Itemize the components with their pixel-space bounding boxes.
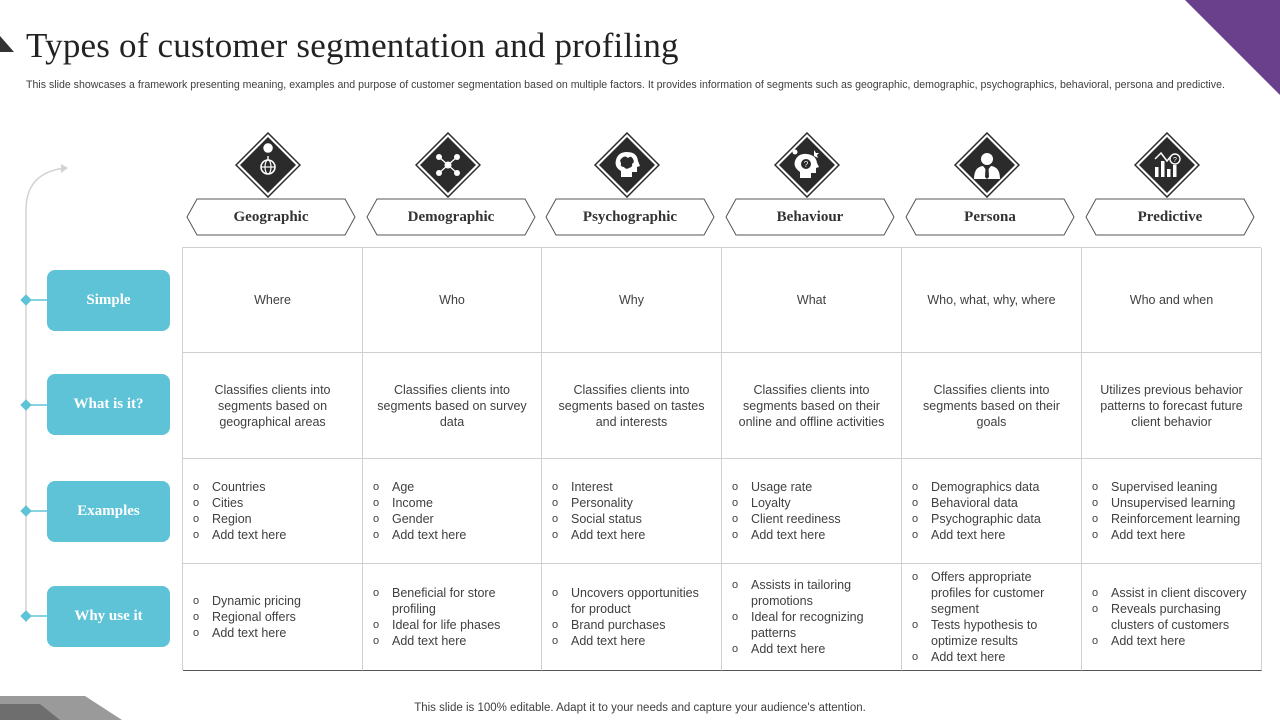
list-item: o Tests hypothesis to optimize results: [912, 617, 1073, 649]
list-item: o Unsupervised learning: [1092, 495, 1253, 511]
cell-examples-persona: [902, 459, 1082, 564]
network-people-icon: [415, 132, 481, 198]
cell-examples-geographic: [183, 459, 363, 564]
column-header-demographic: Demographic: [407, 208, 495, 225]
list-item: o Social status: [552, 511, 713, 527]
cell-simple-geographic: [183, 248, 363, 353]
list-item: o Psychographic data: [912, 511, 1073, 527]
list-item: o Assists in tailoring promotions: [732, 577, 893, 609]
list-item: o Add text here: [912, 649, 1073, 665]
cell-simple-demographic: [363, 248, 542, 353]
segmentation-table: [182, 247, 1261, 670]
cell-why-behaviour: [722, 564, 902, 671]
list-item: o Reveals purchasing clusters of customers: [1092, 601, 1253, 633]
list-item: o Behavioral data: [912, 495, 1073, 511]
list-item: o Usage rate: [732, 479, 893, 495]
cell-why-geographic: [183, 564, 363, 671]
column-header-psychographic: Psychographic: [582, 208, 678, 225]
row-label-what-is-it: What is it?: [47, 374, 170, 435]
list-item: o Assist in client discovery: [1092, 585, 1253, 601]
list-item: o Dynamic pricing: [193, 593, 354, 609]
list-item: o Beneficial for store profiling: [373, 585, 533, 617]
cell-why-demographic: [363, 564, 542, 671]
globe-location-icon: [235, 132, 301, 198]
cell-text: Who: [439, 293, 465, 307]
column-header-predictive: Predictive: [1137, 208, 1203, 225]
list-item: o Client reediness: [732, 511, 893, 527]
brain-head-icon: [594, 132, 660, 198]
column-behaviour: [718, 130, 898, 240]
list-item: o Reinforcement learning: [1092, 511, 1253, 527]
list-item: o Add text here: [373, 527, 533, 543]
cell-text: Classifies clients into segments based on survey data: [377, 382, 527, 429]
svg-text:?: ?: [803, 160, 809, 169]
head-thoughts-icon: [774, 132, 840, 198]
list-item: o Personality: [552, 495, 713, 511]
cell-text: Classifies clients into segments based on their goals: [923, 382, 1060, 429]
column-predictive: [1078, 130, 1258, 240]
bullet-list: [910, 569, 1073, 665]
page-subtitle: This slide showcases a framework presenting meaning, examples and purpose of customer segmentation based on multiple factors. It provides information of segments such as geographic, demographic, psychographics, behavioral, persona and predictive.: [26, 79, 1225, 91]
bullet-list: [730, 479, 893, 543]
list-item: o Add text here: [193, 527, 354, 543]
cell-what-demographic: [363, 353, 542, 459]
list-item: o Brand purchases: [552, 617, 713, 633]
cell-text: Why: [619, 293, 644, 307]
row-label-why-use-it: Why use it: [47, 586, 170, 647]
cell-text: Where: [254, 293, 291, 307]
cell-examples-predictive: [1082, 459, 1262, 564]
row-label-simple: Simple: [47, 270, 170, 331]
cell-text: Classifies clients into segments based on tastes and interests: [558, 382, 705, 429]
bullet-list: [910, 479, 1073, 543]
column-header-persona: Persona: [964, 208, 1016, 225]
column-psychographic: [538, 130, 718, 240]
bullet-list: [1090, 585, 1253, 649]
column-geographic: [179, 130, 359, 240]
cell-why-persona: [902, 564, 1082, 671]
cell-what-geographic: [183, 353, 363, 459]
list-item: o Add text here: [193, 625, 354, 641]
list-item: o Uncovers opportunities for product: [552, 585, 713, 617]
cell-why-predictive: [1082, 564, 1262, 671]
cell-what-predictive: [1082, 353, 1262, 459]
cell-simple-persona: [902, 248, 1082, 353]
bullet-list: [550, 585, 713, 649]
bullet-list: [371, 585, 533, 649]
bullet-list: [550, 479, 713, 543]
corner-accent: [0, 0, 16, 60]
cell-simple-predictive: [1082, 248, 1262, 353]
cell-examples-psychographic: [542, 459, 722, 564]
bullet-list: [371, 479, 533, 543]
list-item: o Region: [193, 511, 354, 527]
cell-examples-demographic: [363, 459, 542, 564]
list-item: o Add text here: [552, 633, 713, 649]
cell-what-psychographic: [542, 353, 722, 459]
list-item: o Ideal for life phases: [373, 617, 533, 633]
cell-text: Who and when: [1129, 293, 1214, 307]
list-item: o Add text here: [912, 527, 1073, 543]
cell-simple-psychographic: [542, 248, 722, 353]
footer-note: This slide is 100% editable. Adapt it to your needs and capture your audience's attention.: [414, 702, 866, 714]
bullet-list: [191, 593, 354, 641]
list-item: o Add text here: [1092, 633, 1253, 649]
cell-why-psychographic: [542, 564, 722, 671]
list-item: o Offers appropriate profiles for customer segment: [912, 569, 1073, 617]
list-item: o Age: [373, 479, 533, 495]
list-item: o Add text here: [732, 641, 893, 657]
list-item: o Add text here: [552, 527, 713, 543]
svg-text:?: ?: [1173, 157, 1177, 164]
cell-examples-behaviour: [722, 459, 902, 564]
bullet-list: [730, 577, 893, 657]
cell-text: Who, what, why, where: [927, 293, 1056, 307]
column-header-behaviour: Behaviour: [776, 208, 844, 225]
cell-text: Utilizes previous behavior patterns to forecast future client behavior: [1100, 382, 1243, 429]
cell-what-behaviour: [722, 353, 902, 459]
column-persona: [898, 130, 1078, 240]
list-item: o Cities: [193, 495, 354, 511]
chart-question-icon: [1134, 132, 1200, 198]
list-item: o Loyalty: [732, 495, 893, 511]
list-item: o Countries: [193, 479, 354, 495]
list-item: o Income: [373, 495, 533, 511]
column-demographic: [359, 130, 539, 240]
bullet-list: [191, 479, 354, 543]
row-label-examples: Examples: [47, 481, 170, 542]
bullet-list: [1090, 479, 1253, 543]
businessman-icon: [954, 132, 1020, 198]
cell-text: What: [796, 293, 827, 307]
list-item: o Add text here: [732, 527, 893, 543]
cell-text: Classifies clients into segments based on their online and offline activities: [738, 382, 885, 429]
list-item: o Add text here: [373, 633, 533, 649]
page-title: Types of customer segmentation and profiling: [26, 26, 679, 65]
list-item: o Supervised leaning: [1092, 479, 1253, 495]
column-header-geographic: Geographic: [233, 208, 309, 225]
list-item: o Ideal for recognizing patterns: [732, 609, 893, 641]
cell-what-persona: [902, 353, 1082, 459]
list-item: o Add text here: [1092, 527, 1253, 543]
list-item: o Gender: [373, 511, 533, 527]
list-item: o Demographics data: [912, 479, 1073, 495]
list-item: o Regional offers: [193, 609, 354, 625]
cell-text: Classifies clients into segments based on geographical areas: [214, 382, 331, 429]
cell-simple-behaviour: [722, 248, 902, 353]
list-item: o Interest: [552, 479, 713, 495]
